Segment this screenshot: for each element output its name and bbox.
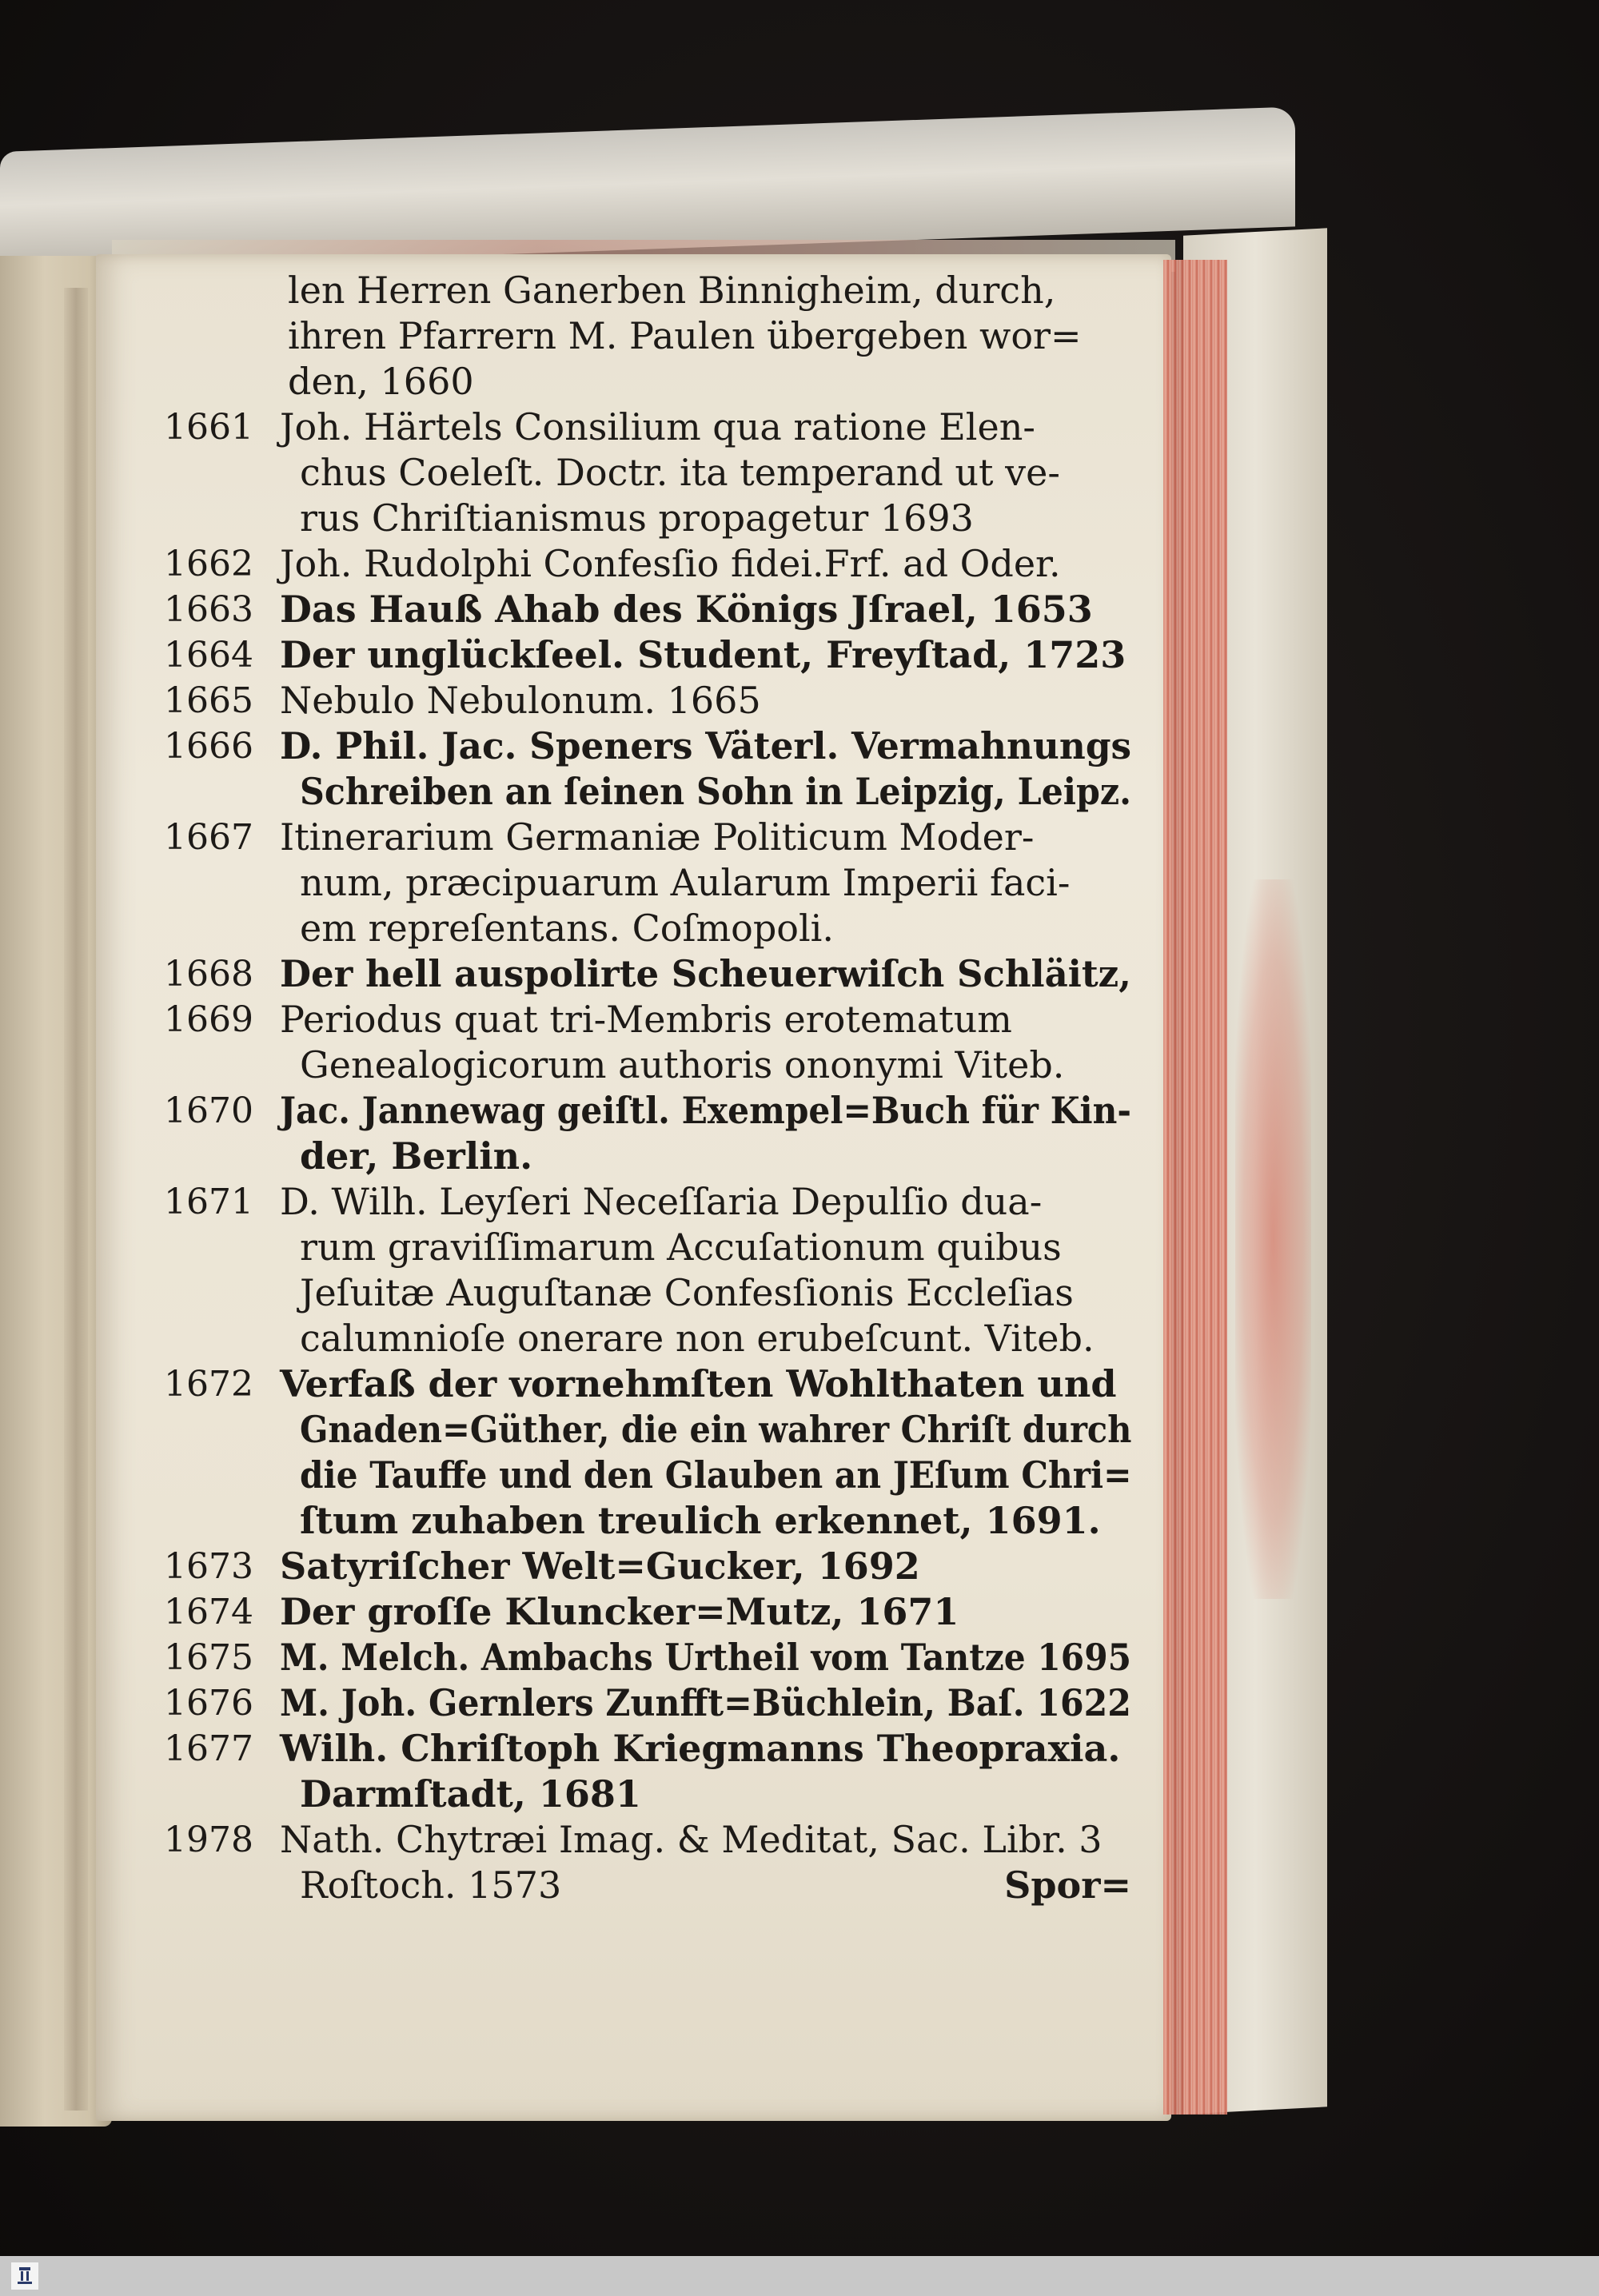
text-line: Joh. Härtels Consilium qua ratione Elen- (280, 405, 1035, 448)
entry-number: 1661 (164, 407, 253, 448)
catalogue-entry (164, 678, 1131, 723)
text-line: M. Melch. Ambachs Urtheil vom Tantze 1695 (280, 1636, 1132, 1679)
text-line: D. Wilh. Leyſeri Neceſſaria Depulſio dua- (280, 1180, 1043, 1223)
library-logo-icon (11, 2262, 38, 2290)
gutter-shadow (64, 288, 88, 2111)
text-line: Der hell auspolirte Scheuerwiſch Schläitz, (280, 952, 1131, 995)
entry-number: 1978 (164, 1820, 253, 1860)
entry-number: 1675 (164, 1637, 253, 1678)
catalogue-entry (164, 1544, 1131, 1589)
catalogue-entry (164, 815, 1131, 951)
entry-number: 1664 (164, 635, 253, 676)
catalogue-entry (164, 1088, 1131, 1179)
text-line: chus Coeleſt. Doctr. ita temperand ut ve- (300, 451, 1060, 494)
catalogue-entry (164, 541, 1131, 587)
text-line: Wilh. Chriſtoph Kriegmanns Theopraxia. (280, 1727, 1121, 1770)
text-line: die Tauffe und den Glauben an JEſum Chri= (300, 1453, 1132, 1497)
text-line: rus Chriſtianismus propagetur 1693 (300, 496, 974, 540)
text-line: Nath. Chytræi Imag. & Meditat, Sac. Libr. 3 (280, 1818, 1103, 1861)
red-page-block-edge (1163, 260, 1227, 2115)
catalogue-entry (164, 587, 1131, 632)
text-line: M. Joh. Gernlers Zunfft=Büchlein, Baſ. 1622 (280, 1681, 1131, 1724)
catalogue-entry (164, 1635, 1131, 1680)
text-line: ihren Pfarrern M. Paulen übergeben wor= (288, 314, 1082, 357)
entry-number: 1677 (164, 1728, 253, 1769)
catchword: Spor= (1004, 1864, 1131, 1907)
entry-number: 1665 (164, 680, 253, 721)
text-line: ſtum zuhaben treulich erkennet, 1691. (300, 1499, 1101, 1542)
text-line: der, Berlin. (300, 1134, 533, 1178)
text-line: Das Hauß Ahab des Königs Jſrael, 1653 (280, 588, 1093, 631)
text-line: Roſtoch. 1573 (300, 1864, 562, 1907)
text-line: Nebulo Nebulonum. 1665 (280, 679, 761, 722)
text-line: len Herren Ganerben Binnigheim, durch, (288, 269, 1056, 312)
text-line: D. Phil. Jac. Speners Väterl. Vermahnungs (280, 724, 1132, 767)
text-line: Jeſuitæ Auguſtanæ Confesſionis Eccleſias (300, 1271, 1074, 1314)
text-line: Itinerarium Germaniæ Politicum Moder- (280, 815, 1035, 859)
catalogue-entry (164, 1680, 1131, 1726)
text-line: Joh. Rudolphi Confesſio fidei.Frf. ad Oder. (280, 542, 1061, 585)
lead-in-entry (164, 268, 1131, 405)
catalogue-entry (164, 1726, 1131, 1817)
catalogue-entry (164, 723, 1131, 815)
entry-number: 1676 (164, 1683, 253, 1724)
text-line: Darmſtadt, 1681 (300, 1772, 641, 1816)
text-line: Jac. Jannewag geiſtl. Exempel=Buch für Kin- (280, 1089, 1131, 1132)
text-line: Satyriſcher Welt=Gucker, 1692 (280, 1545, 920, 1588)
catalogue-entry (164, 1361, 1131, 1544)
entry-number: 1673 (164, 1546, 253, 1587)
red-stain (1235, 879, 1311, 1599)
entry-number: 1670 (164, 1090, 253, 1131)
text-line: Schreiben an ſeinen Sohn in Leipzig, Leipz. (300, 770, 1131, 813)
text-line: Periodus quat tri-Membris erotematum (280, 998, 1012, 1041)
entry-number: 1672 (164, 1364, 253, 1405)
entry-number: 1663 (164, 589, 253, 630)
catalogue-entry (164, 632, 1131, 678)
catalogue-entry (164, 1589, 1131, 1635)
text-line: Genealogicorum authoris ononymi Viteb. (300, 1043, 1065, 1086)
catalogue-entry (164, 1179, 1131, 1361)
left-page-edge (0, 256, 112, 2127)
entry-number: 1662 (164, 544, 253, 584)
catalogue-text (164, 268, 1131, 1908)
entry-number: 1669 (164, 999, 253, 1040)
text-line: em repreſentans. Coſmopoli. (300, 907, 835, 950)
text-line: num, præcipuarum Aularum Imperii faci- (300, 861, 1071, 904)
catalogue-entry (164, 951, 1131, 997)
text-line: Verfaß der vornehmſten Wohlthaten und (280, 1362, 1117, 1405)
catalogue-entry (164, 405, 1131, 541)
text-line: Der groſſe Kluncker=Mutz, 1671 (280, 1590, 959, 1633)
entry-number: 1671 (164, 1182, 253, 1222)
text-line: calumnioſe onerare non erubeſcunt. Viteb. (300, 1317, 1095, 1360)
text-line: Gnaden=Güther, die ein wahrer Chriſt durch (300, 1408, 1132, 1451)
entry-number: 1674 (164, 1592, 253, 1632)
text-line: Der unglückſeel. Student, Freyſtad, 1723 (280, 633, 1126, 676)
entry-number: 1667 (164, 817, 253, 858)
text-line: den, 1660 (288, 360, 474, 403)
viewer-bottom-bar (0, 2256, 1599, 2296)
catalogue-entry (164, 1817, 1131, 1908)
catalogue-entry (164, 997, 1131, 1088)
text-line: rum graviſſimarum Accuſationum quibus (300, 1226, 1062, 1269)
entry-number: 1668 (164, 954, 253, 995)
entry-number: 1666 (164, 726, 253, 767)
